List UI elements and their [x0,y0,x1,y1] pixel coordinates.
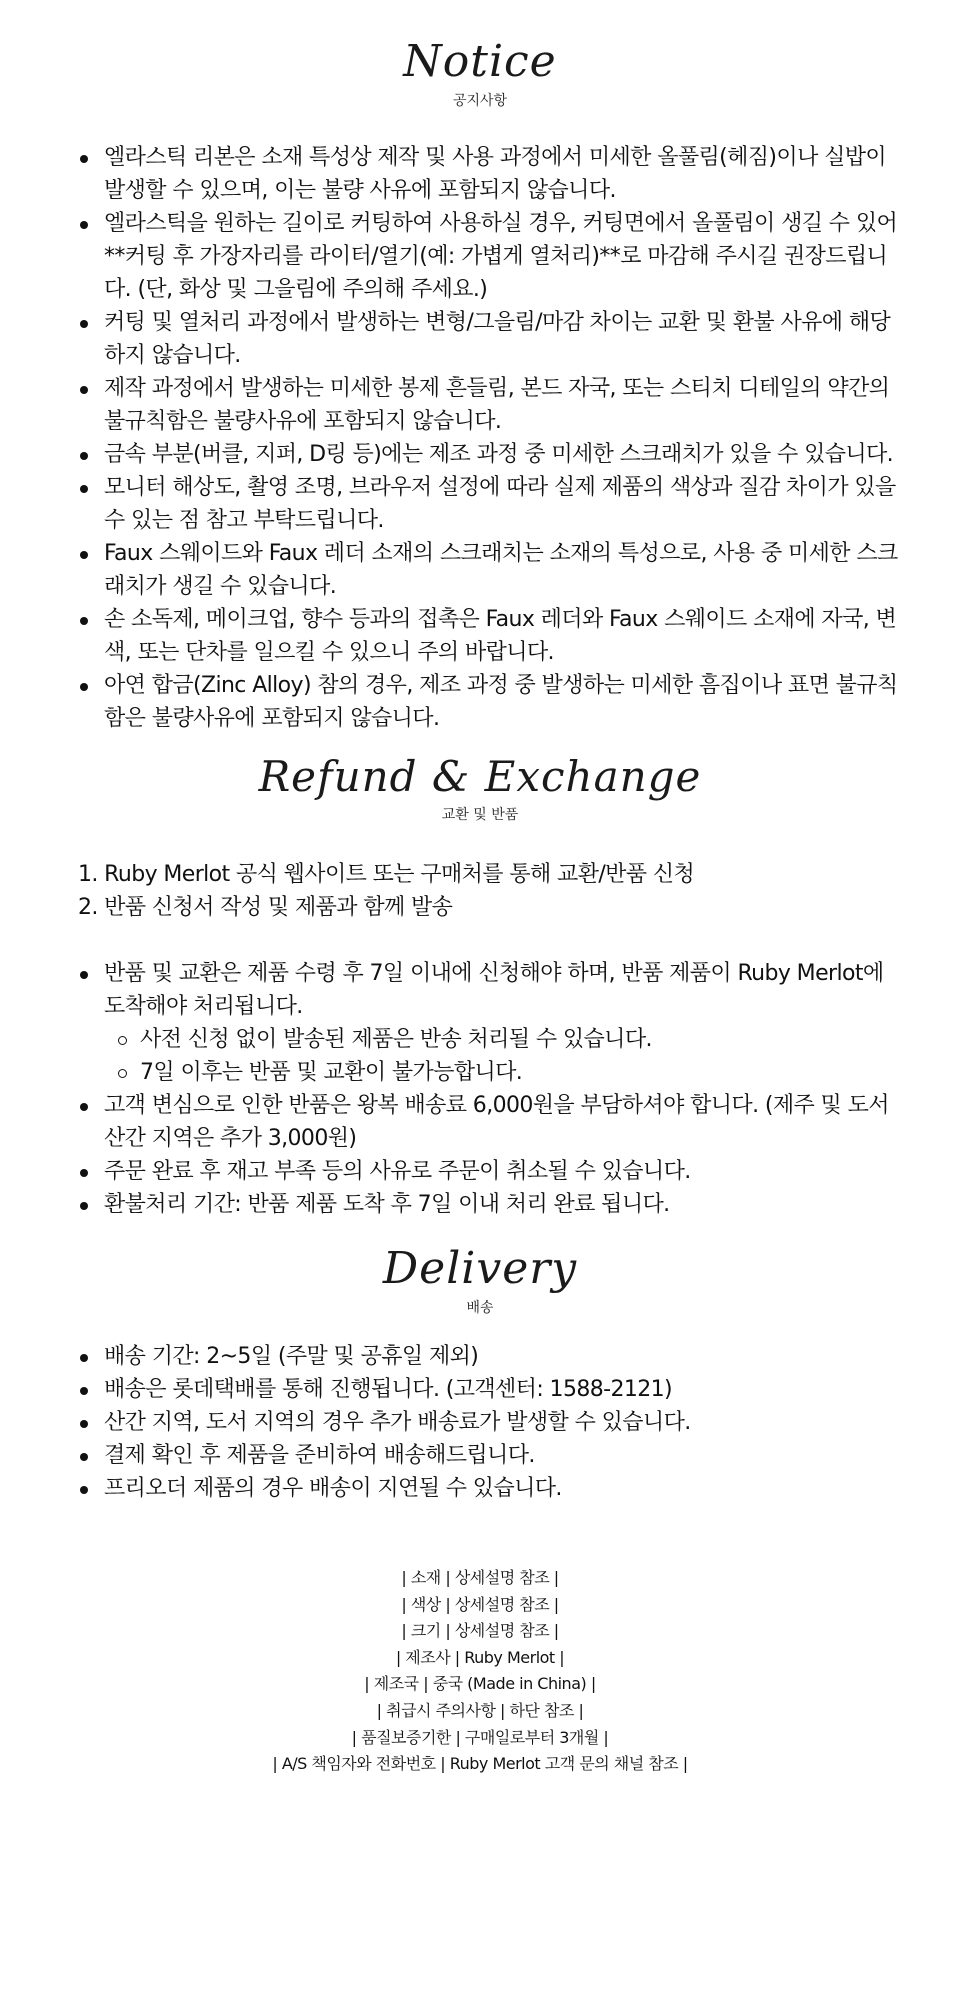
bullet-icon [80,1202,88,1210]
delivery-header [0,1243,960,1317]
refund-item-text: 고객 변심으로 인한 반품은 왕복 배송료 6,000원을 부담하셔야 합니다. (제주 및 도서산간 지역은 추가 3,000원) [104,1093,889,1151]
bullet-icon [80,386,88,394]
refund-item-text: 사전 신청 없이 발송된 제품은 반송 처리될 수 있습니다. [140,1027,652,1052]
refund-step: 1. Ruby Merlot 공식 웹사이트 또는 구매처를 통해 교환/반품 신청 [78,862,695,887]
list-item [78,537,908,603]
list-item [78,207,908,306]
bullet-icon [80,320,88,328]
list-item [78,471,908,537]
bullet-icon [80,1387,88,1395]
product-info-row: | 크기 | 상세설명 참조 | [401,1621,559,1641]
bullet-icon [80,221,88,229]
refund-subtitle: 교환 및 반품 [441,807,519,823]
refund-item-text: 7일 이후는 반품 및 교환이 불가능합니다. [140,1060,523,1085]
refund-item-text: 주문 완료 후 재고 부족 등의 사유로 주문이 취소될 수 있습니다. [104,1159,691,1184]
hollow-bullet-icon [118,1069,127,1078]
list-item [78,1188,908,1221]
list-item [78,438,908,471]
notice-item-text: 엘라스틱을 원하는 길이로 커팅하여 사용하실 경우, 커팅면에서 올풀림이 생길 수 있어 **커팅 후 가장자리를 라이터/열기(예: 가볍게 열처리)**로 마감해 주시길 권장드립니다. (단, 화상 및 그을림에 주의해 주세요.) [104,211,898,302]
refund-item-text: 반품 및 교환은 제품 수령 후 7일 이내에 신청해야 하며, 반품 제품이 Ruby Merlot에 도착해야 처리됩니다. [104,961,884,1019]
bullet-icon [80,1420,88,1428]
notice-item-text: 제작 과정에서 발생하는 미세한 봉제 흔들림, 본드 자국, 또는 스티치 디테일의 약간의 불규칙함은 불량사유에 포함되지 않습니다. [104,376,890,434]
refund-steps [78,858,908,924]
product-info-row: | 취급시 주의사항 | 하단 참조 | [376,1700,584,1720]
delivery-title: Delivery [382,1243,578,1294]
notice-header [0,36,960,110]
bullet-icon [80,1486,88,1494]
product-info-row: | 제조사 | Ruby Merlot | [395,1647,565,1667]
hollow-bullet-icon [118,1036,127,1045]
list-item [78,1155,908,1188]
bullet-icon [80,683,88,691]
list-item [78,669,908,735]
product-info-row: | 품질보증기한 | 구매일로부터 3개월 | [351,1727,609,1747]
bullet-icon [80,1169,88,1177]
notice-item-text: 모니터 해상도, 촬영 조명, 브라우저 설정에 따라 실제 제품의 색상과 질감 차이가 있을 수 있는 점 참고 부탁드립니다. [104,475,896,533]
delivery-item-text: 산간 지역, 도서 지역의 경우 추가 배송료가 발생할 수 있습니다. [104,1410,691,1435]
delivery-item-text: 배송은 롯데택배를 통해 진행됩니다. (고객센터: 1588-2121) [104,1377,673,1402]
product-info [0,1565,960,1778]
list-item [78,1373,908,1406]
notice-item-text: 손 소독제, 메이크업, 향수 등과의 접촉은 Faux 레더와 Faux 스웨이드 소재에 자국, 변색, 또는 단차를 일으킬 수 있으니 주의 바랍니다. [104,607,897,665]
bullet-icon [80,1103,88,1111]
notice-item-text: 아연 합금(Zinc Alloy) 참의 경우, 제조 과정 중 발생하는 미세한 흠집이나 표면 불규칙함은 불량사유에 포함되지 않습니다. [104,673,898,731]
list-item [78,1089,908,1155]
notice-title: Notice [403,36,557,87]
list-item [78,957,908,1023]
list-item [78,372,908,438]
bullet-icon [80,452,88,460]
product-info-row: | 제조국 | 중국 (Made in China) | [364,1674,596,1694]
notice-subtitle: 공지사항 [452,93,508,109]
bullet-icon [80,155,88,163]
delivery-list [78,1340,908,1505]
bullet-icon [80,485,88,493]
delivery-subtitle: 배송 [466,1300,494,1316]
list-item [78,1056,908,1089]
list-item [78,306,908,372]
refund-step: 2. 반품 신청서 작성 및 제품과 함께 발송 [78,895,453,920]
refund-title: Refund & Exchange [258,752,702,801]
notice-item-text: Faux 스웨이드와 Faux 레더 소재의 스크래치는 소재의 특성으로, 사용 중 미세한 스크래치가 생길 수 있습니다. [104,541,898,599]
list-item [78,141,908,207]
notice-item-text: 금속 부분(버클, 지퍼, D링 등)에는 제조 과정 중 미세한 스크래치가 있을 수 있습니다. [104,442,894,467]
notice-item-text: 커팅 및 열처리 과정에서 발생하는 변형/그을림/마감 차이는 교환 및 환불 사유에 해당하지 않습니다. [104,310,891,368]
bullet-icon [80,1453,88,1461]
product-info-row: | 소재 | 상세설명 참조 | [401,1568,559,1587]
list-item [78,1023,908,1056]
list-item [78,1340,908,1373]
delivery-item-text: 배송 기간: 2~5일 (주말 및 공휴일 제외) [104,1344,479,1369]
bullet-icon [80,617,88,625]
list-item [78,1472,908,1505]
bullet-icon [80,551,88,559]
refund-list [78,957,908,1221]
list-item [78,1406,908,1439]
notice-list [78,141,908,735]
refund-header [0,752,960,824]
list-item [78,1439,908,1472]
bullet-icon [80,1354,88,1362]
delivery-item-text: 프리오더 제품의 경우 배송이 지연될 수 있습니다. [104,1476,562,1501]
delivery-item-text: 결제 확인 후 제품을 준비하여 배송해드립니다. [104,1443,535,1468]
list-item [78,603,908,669]
refund-item-text: 환불처리 기간: 반품 제품 도착 후 7일 이내 처리 완료 됩니다. [104,1192,670,1217]
product-info-row: | 색상 | 상세설명 참조 | [401,1594,559,1614]
product-info-row: | A/S 책임자와 전화번호 | Ruby Merlot 고객 문의 채널 참조 | [272,1754,688,1774]
notice-item-text: 엘라스틱 리본은 소재 특성상 제작 및 사용 과정에서 미세한 올풀림(헤짐)이나 실밥이 발생할 수 있으며, 이는 불량 사유에 포함되지 않습니다. [104,145,887,203]
bullet-icon [80,971,88,979]
